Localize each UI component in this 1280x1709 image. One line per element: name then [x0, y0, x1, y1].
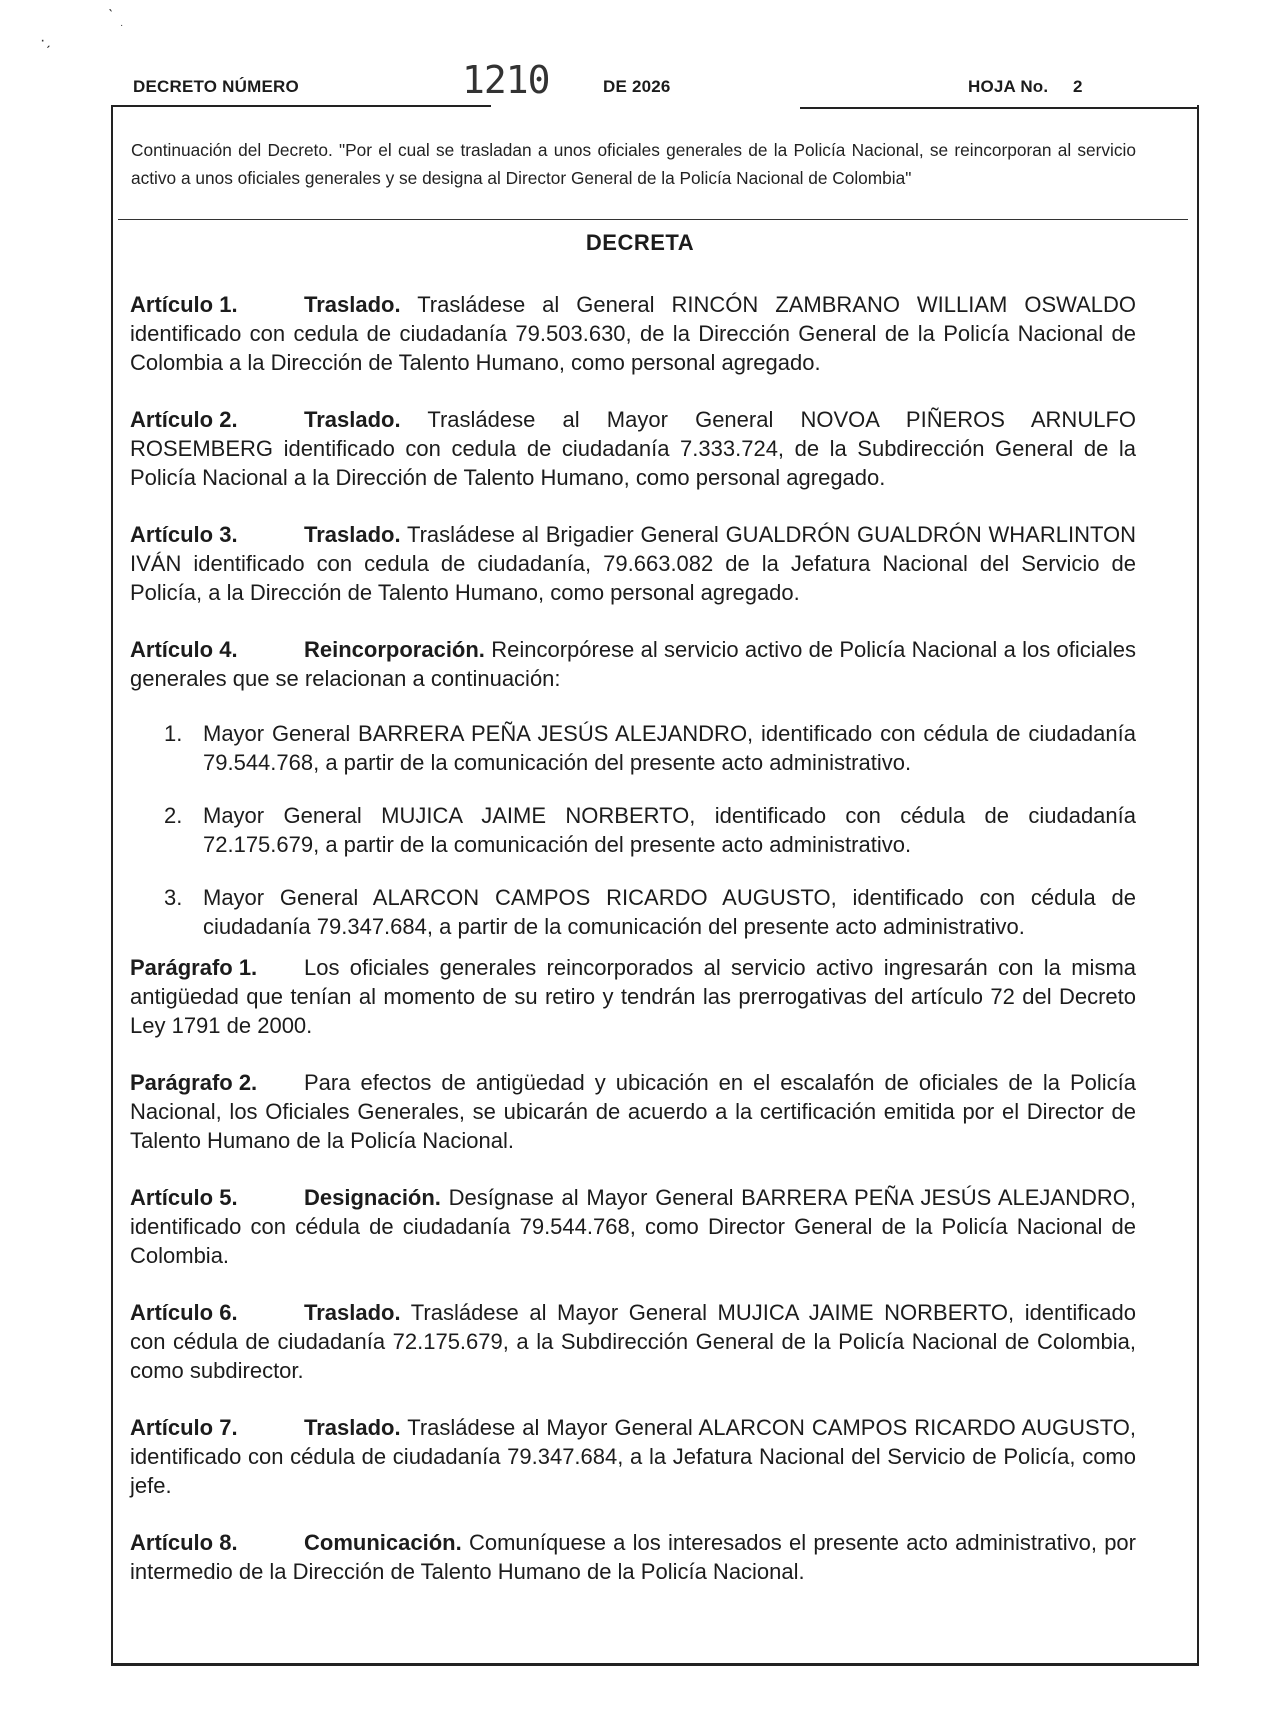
list-number: 3.	[164, 885, 183, 910]
decree-title: DECRETA	[585, 230, 695, 255]
scan-speck: ˋ	[108, 8, 114, 25]
article-heading: Traslado.	[304, 292, 401, 317]
article-heading: Designación.	[304, 1185, 441, 1210]
article-1	[130, 290, 1136, 377]
article-5	[130, 1183, 1136, 1270]
article-heading: Comunicación.	[304, 1530, 462, 1555]
article-heading: Traslado.	[304, 1300, 401, 1325]
paragraph-2	[130, 1068, 1136, 1155]
list-item	[130, 801, 1136, 859]
article-label: Artículo 7.	[130, 1415, 238, 1440]
article-text: Reincorpórese al servicio activo de Policía Nacional a los oficiales generales que se relacionan a continuación:	[130, 637, 1136, 691]
list-item	[130, 719, 1136, 777]
paragraph-label: Parágrafo 1.	[130, 955, 258, 980]
page-number: 2	[1073, 77, 1083, 96]
article-label: Artículo 1.	[130, 292, 238, 317]
list-text: Mayor General BARRERA PEÑA JESÚS ALEJANDRO, identificado con cédula de ciudadanía 79.544.768, a partir de la comunicación del presente acto administrativo.	[203, 721, 1136, 775]
article-text: Trasládese al Mayor General ALARCON CAMPOS RICARDO AUGUSTO, identificado con cédula de ciudadanía 79.347.684, a la Jefatura Nacional del Servicio de Policía, como jefe.	[130, 1415, 1136, 1498]
article-text: Trasládese al Brigadier General GUALDRÓN GUALDRÓN WHARLINTON IVÁN identificado con cedula de ciudadanía, 79.663.082 de la Jefatura Nacional del Servicio de Policía, a la Dirección de Talento Humano, como personal agregado.	[130, 522, 1136, 605]
continuation-text: Continuación del Decreto. "Por el cual se trasladan a unos oficiales generales de la Policía Nacional, se reincorporan al servicio activo a unos oficiales generales y se designa al Director General de la Policía Nacional de Colombia"	[131, 140, 1136, 188]
list-number: 1.	[164, 721, 183, 746]
article-8	[130, 1528, 1136, 1586]
article-text: Desígnase al Mayor General BARRERA PEÑA JESÚS ALEJANDRO, identificado con cédula de ciudadanía 79.544.768, como Director General de la Policía Nacional de Colombia.	[130, 1185, 1136, 1268]
page-label: HOJA No.	[968, 77, 1049, 96]
article-text: Trasládese al Mayor General NOVOA PIÑEROS ARNULFO ROSEMBERG identificado con cedula de ciudadanía 7.333.724, de la Subdirección General de la Policía Nacional a la Dirección de Talento Humano, como personal agregado.	[130, 407, 1136, 490]
paragraph-1	[130, 953, 1136, 1040]
year-label: DE 2026	[603, 77, 671, 96]
paragraph-label: Parágrafo 2.	[130, 1070, 258, 1095]
article-label: Artículo 2.	[130, 407, 238, 432]
document-body	[130, 290, 1136, 1614]
article-heading: Traslado.	[304, 407, 401, 432]
article-heading: Traslado.	[304, 1415, 401, 1440]
document-header	[0, 60, 1280, 110]
paragraph-text: Para efectos de antigüedad y ubicación en el escalafón de oficiales de la Policía Nacional, los Oficiales Generales, se ubicarán de acuerdo a la certificación emitida por el Director de Talento Humano de la Policía Nacional.	[130, 1070, 1136, 1153]
article-heading: Reincorporación.	[304, 637, 485, 662]
article-label: Artículo 3.	[130, 522, 238, 547]
decree-number: 1210	[462, 58, 550, 102]
scan-speck: ·ˏ	[40, 32, 51, 49]
article-7	[130, 1413, 1136, 1500]
article-2	[130, 405, 1136, 492]
decree-label: DECRETO NÚMERO	[133, 77, 299, 96]
list-text: Mayor General MUJICA JAIME NORBERTO, identificado con cédula de ciudadanía 72.175.679, a partir de la comunicación del presente acto administrativo.	[203, 803, 1136, 857]
article-6	[130, 1298, 1136, 1385]
article-4	[130, 635, 1136, 693]
paragraph-text: Los oficiales generales reincorporados al servicio activo ingresarán con la misma antigüedad que tenían al momento de su retiro y tendrán las prerrogativas del artículo 72 del Decreto Ley 1791 de 2000.	[130, 955, 1136, 1038]
article-label: Artículo 4.	[130, 637, 238, 662]
article-heading: Traslado.	[304, 522, 401, 547]
article-text: Trasládese al General RINCÓN ZAMBRANO WILLIAM OSWALDO identificado con cedula de ciudadanía 79.503.630, de la Dirección General de la Policía Nacional de Colombia a la Dirección de Talento Humano, como personal agregado.	[130, 292, 1137, 375]
list-text: Mayor General ALARCON CAMPOS RICARDO AUGUSTO, identificado con cédula de ciudadanía 79.347.684, a partir de la comunicación del presente acto administrativo.	[203, 885, 1136, 939]
article-3	[130, 520, 1136, 607]
article-text: Comuníquese a los interesados el presente acto administrativo, por intermedio de la Dirección de Talento Humano de la Policía Nacional.	[130, 1530, 1136, 1584]
article-label: Artículo 8.	[130, 1530, 238, 1555]
article-label: Artículo 6.	[130, 1300, 238, 1325]
list-number: 2.	[164, 803, 183, 828]
divider	[118, 219, 1188, 220]
article-text: Trasládese al Mayor General MUJICA JAIME NORBERTO, identificado con cédula de ciudadanía 72.175.679, a la Subdirección General de la Policía Nacional de Colombia, como subdirector.	[130, 1300, 1136, 1383]
article-label: Artículo 5.	[130, 1185, 238, 1210]
list-item	[130, 883, 1136, 941]
scan-speck: ·	[120, 20, 124, 31]
